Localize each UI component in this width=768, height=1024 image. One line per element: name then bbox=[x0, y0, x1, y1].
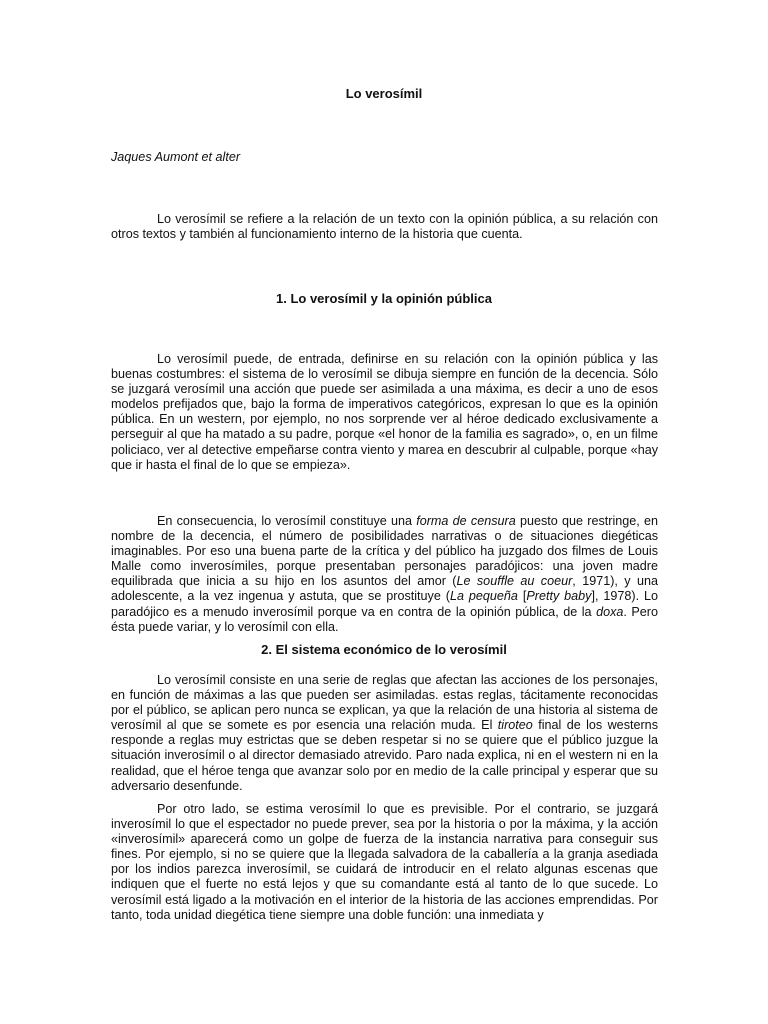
section-1-paragraph-1: Lo verosímil puede, de entrada, definirse en su relación con la opinión pública y las buenas costumbres: el sistema de lo verosímil se dibuja siempre en función de la decencia. Sólo se juzgará verosímil una acción que puede ser asimilada a una máxima, es decir a uno de esos modelos prefijados que, bajo la forma de imperativos categóricos, expresan lo que es la opinión pública. En un western, por ejemplo, no nos sorprende ver al héroe dedicado exclusivamente a perseguir al que ha matado a su padre, porque «el honor de la familia es sagrado», o, en un filme policiaco, ver al detective empeñarse contra viento y marea en descubrir al culpable, porque «hay que ir hasta el final de lo que se empieza». bbox=[111, 352, 658, 472]
section-2-heading: 2. El sistema económico de lo verosímil bbox=[261, 642, 507, 657]
document-title: Lo verosímil bbox=[345, 86, 423, 101]
section-2-paragraph-1: Lo verosímil consiste en una serie de reglas que afectan las acciones de los personajes, en función de máximas a las que pueden ser asimiladas. estas reglas, tácitamente reconocidas por el público, se aplican pero nunca se explican, ya que la relación de una historia al sistema de verosímil al que se somete es por esencia una relación muda. El tiroteo final de los westerns responde a reglas muy estrictas que se deben respetar si no se quiere que el público juzgue la situación inverosímil o al director demasiado atrevido. Paro nada explica, ni en el western ni en la realidad, que el héroe tenga que avanzar solo por en medio de la calle principal y esperar que su adversario desenfunde. bbox=[111, 673, 658, 793]
section-1-heading: 1. Lo verosímil y la opinión pública bbox=[276, 291, 492, 306]
document-author: Jaques Aumont et alter bbox=[111, 150, 241, 164]
intro-paragraph: Lo verosímil se refiere a la relación de un texto con la opinión pública, a su relación con otros textos y también al funcionamiento interno de la historia que cuenta. bbox=[111, 212, 658, 242]
section-2-paragraph-2: Por otro lado, se estima verosímil lo que es previsible. Por el contrario, se juzgará inverosímil lo que el espectador no puede prever, sea por la historia o por la máxima, y la acción «inverosímil» aparecerá como un golpe de fuerza de la instancia narrativa para conseguir sus fines. Por ejemplo, si no se quiere que la llegada salvadora de la caballería a la granja asediada por los indios parezca inverosímil, se cuidará de introducir en el relato algunas escenas que indiquen que el fuerte no está lejos y que su comandante está al tanto de lo que sucede. Lo verosímil está ligado a la motivación en el interior de la historia de las acciones emprendidas. Por tanto, toda unidad diegética tiene siempre una doble función: una inmediata y bbox=[111, 802, 658, 922]
section-1-paragraph-2: En consecuencia, lo verosímil constituye una forma de censura puesto que restringe, en nombre de la decencia, el número de posibilidades narrativas o de situaciones diegéticas imaginables. Por eso una buena parte de la crítica y del público ha juzgado dos filmes de Louis Malle como inverosímiles, porque presentaban personajes paradójicos: una joven madre equilibrada que inicia a su hijo en los asuntos del amor (Le souffle au coeur, 1971), y una adolescente, a la vez ingenua y astuta, que se prostituye (La pequeña [Pretty baby], 1978). Lo paradójico es a menudo inverosímil porque va en contra de la opinión pública, de la doxa. Pero ésta puede variar, y lo verosímil con ella. bbox=[111, 514, 659, 634]
